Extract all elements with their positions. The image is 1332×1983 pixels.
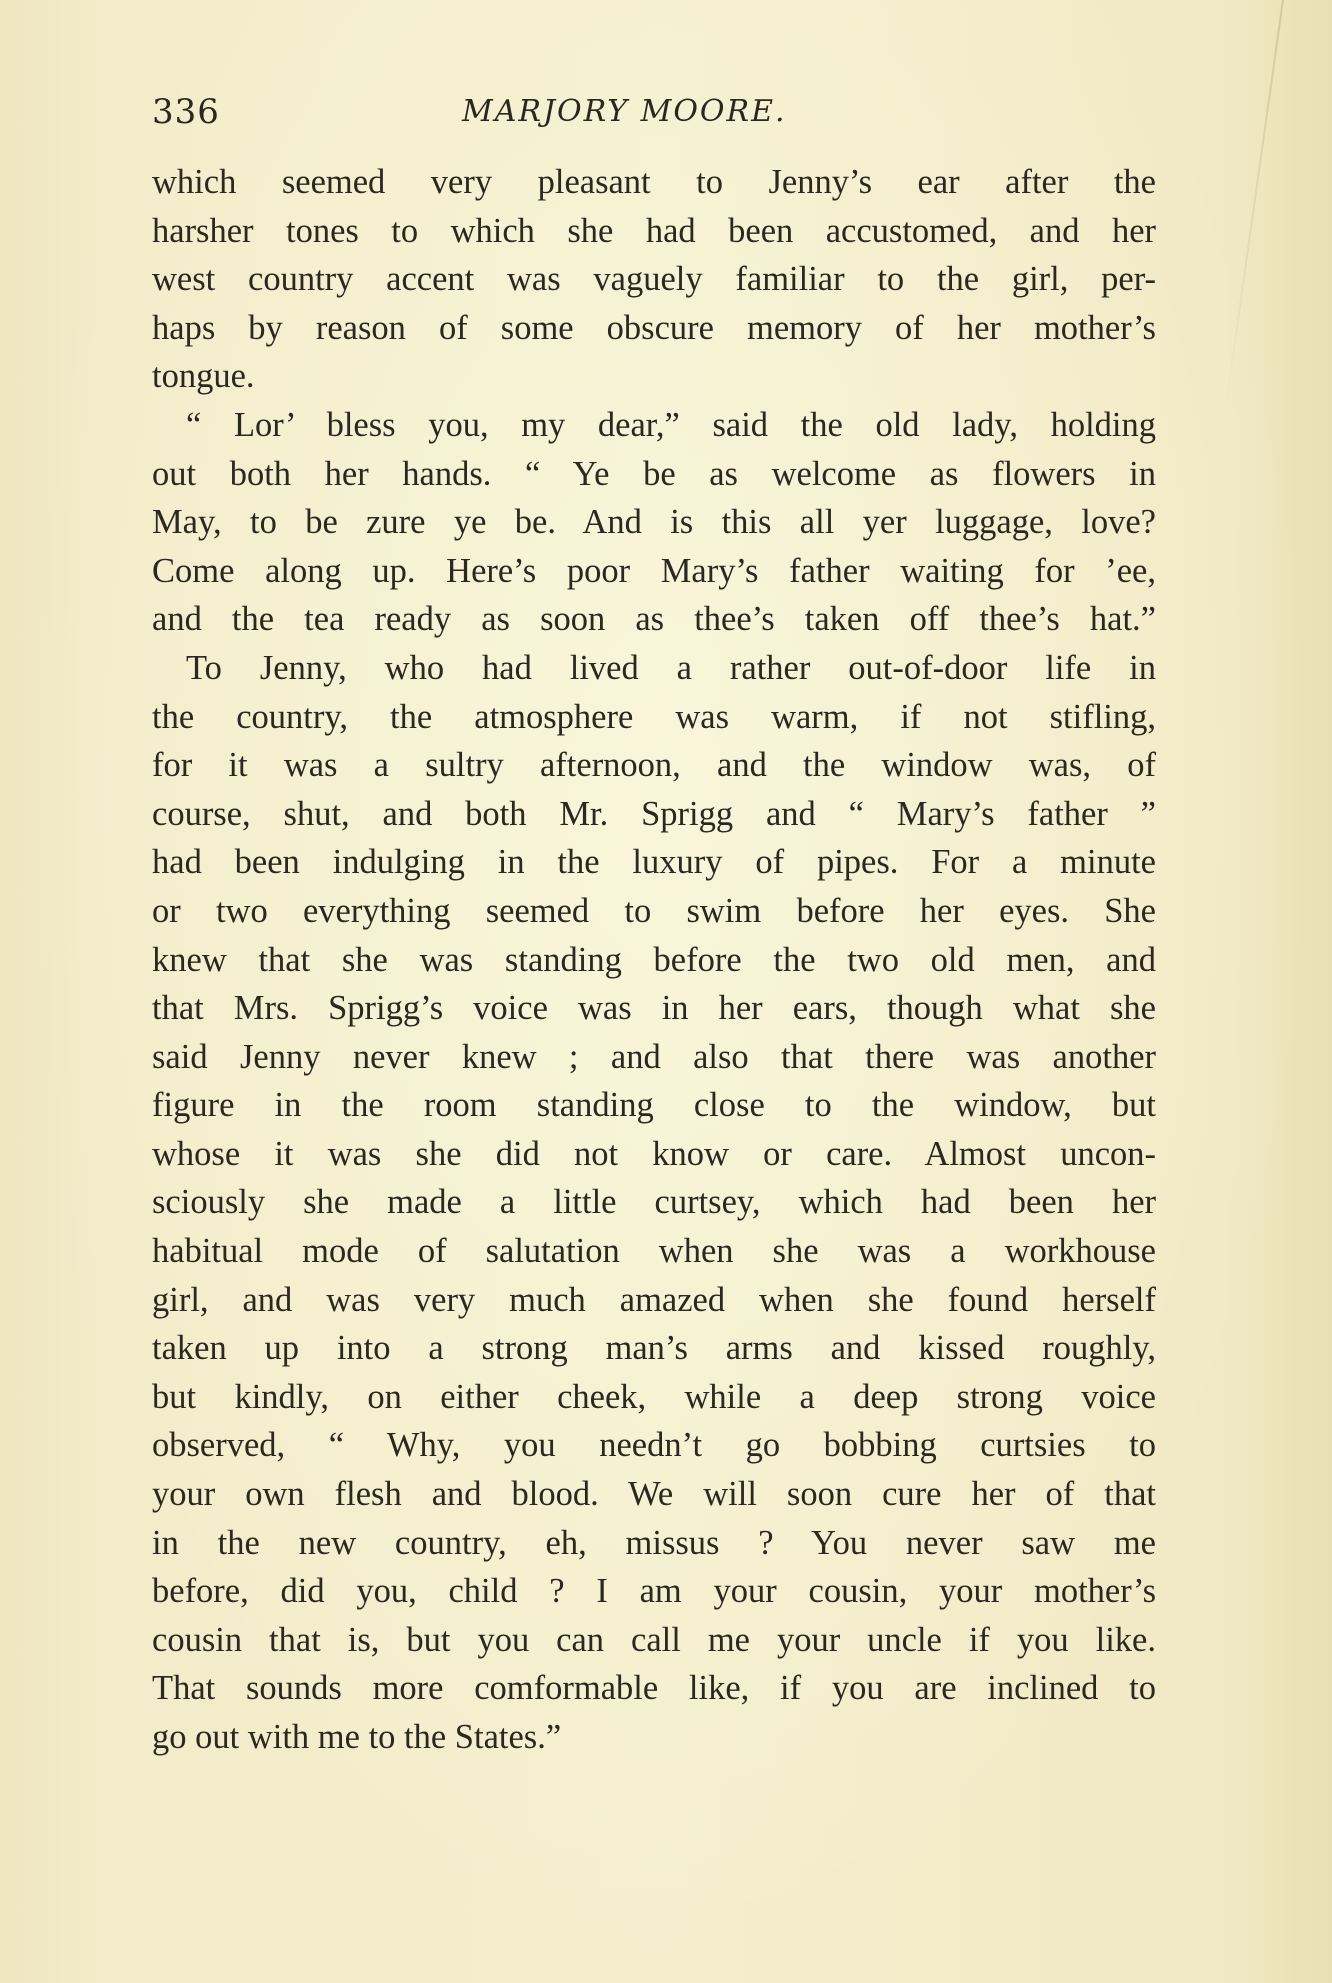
text-line: taken up into a strong man’s arms and kissed roughly, xyxy=(152,1329,1156,1368)
text-line: west country accent was vaguely familiar to the girl, per- xyxy=(152,260,1156,299)
page-number: 336 xyxy=(152,92,220,132)
text-line: Come along up. Here’s poor Mary’s father waiting for ’ee, xyxy=(152,551,1156,590)
text-line: To Jenny, who had lived a rather out-of-door life in xyxy=(186,648,1156,687)
text-line: for it was a sultry afternoon, and the window was, of xyxy=(152,746,1156,785)
text-line: but kindly, on either cheek, while a deep strong voice xyxy=(152,1377,1156,1416)
text-line: May, to be zure ye be. And is this all yer luggage, love? xyxy=(152,503,1156,542)
text-line: out both her hands. “ Ye be as welcome as flowers in xyxy=(152,454,1156,493)
text-line: or two everything seemed to swim before her eyes. She xyxy=(152,891,1156,930)
text-line: course, shut, and both Mr. Sprigg and “ Mary’s father ” xyxy=(152,794,1156,833)
text-line: harsher tones to which she had been accustomed, and her xyxy=(152,211,1156,250)
text-line: whose it was she did not know or care. Almost uncon- xyxy=(152,1134,1156,1173)
text-line: “ Lor’ bless you, my dear,” said the old lady, holding xyxy=(186,405,1156,444)
text-line: in the new country, eh, missus ? You never saw me xyxy=(152,1523,1156,1562)
text-line: cousin that is, but you can call me your uncle if you like. xyxy=(152,1620,1156,1659)
running-head: MARJORY MOORE. xyxy=(462,94,787,129)
body-text xyxy=(152,158,1156,1762)
text-line: the country, the atmosphere was warm, if not stifling, xyxy=(152,697,1156,736)
text-line: habitual mode of salutation when she was a workhouse xyxy=(152,1232,1156,1271)
page-header xyxy=(152,92,1152,142)
text-line: and the tea ready as soon as thee’s taken off thee’s hat.” xyxy=(152,600,1156,639)
text-line: That sounds more comformable like, if you are inclined to xyxy=(152,1669,1156,1708)
text-line: before, did you, child ? I am your cousin, your mother’s xyxy=(152,1572,1156,1611)
text-line: sciously she made a little curtsey, which had been her xyxy=(152,1183,1156,1222)
text-line: go out with me to the States.” xyxy=(152,1718,562,1756)
text-line: which seemed very pleasant to Jenny’s ear after the xyxy=(152,163,1156,201)
text-line: observed, “ Why, you needn’t go bobbing curtsies to xyxy=(152,1426,1156,1465)
page-edge-shadow xyxy=(1224,0,1284,416)
text-line: tongue. xyxy=(152,357,255,396)
text-line: had been indulging in the luxury of pipes. For a minute xyxy=(152,843,1156,882)
text-line: girl, and was very much amazed when she found herself xyxy=(152,1280,1156,1319)
text-line: said Jenny never knew ; and also that there was another xyxy=(152,1037,1156,1076)
text-line: that Mrs. Sprigg’s voice was in her ears, though what she xyxy=(152,989,1156,1028)
text-line: knew that she was standing before the two old men, and xyxy=(152,940,1156,979)
text-line: haps by reason of some obscure memory of her mother’s xyxy=(152,308,1156,347)
text-line: your own flesh and blood. We will soon cure her of that xyxy=(152,1475,1156,1514)
text-line: figure in the room standing close to the window, but xyxy=(152,1086,1156,1125)
